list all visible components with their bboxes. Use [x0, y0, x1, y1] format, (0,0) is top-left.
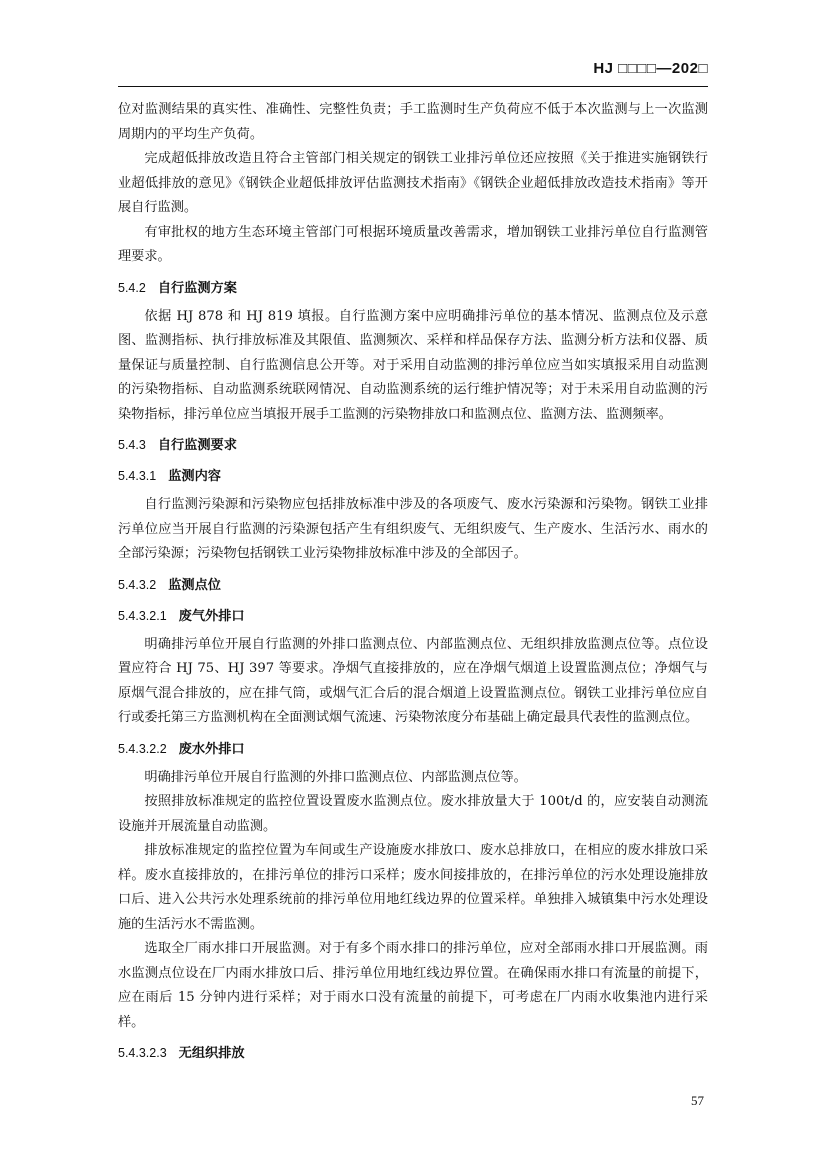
section-title: 废气外排口 — [178, 608, 245, 624]
section-title: 监测内容 — [168, 469, 221, 484]
body-paragraph: 按照排放标准规定的监控位置设置废水监测点位。废水排放量大于 100t/d 的，应安装自动测流设施并开展流量自动监测。 — [118, 794, 708, 834]
page-number: 57 — [691, 1093, 704, 1108]
standard-code-header: HJ □□□□—202□ — [593, 60, 708, 77]
section-number: 5.4.3.2.3 — [118, 1046, 167, 1060]
section-heading — [118, 737, 708, 762]
section-title: 监测点位 — [168, 577, 221, 593]
section-heading — [118, 1041, 708, 1066]
document-body — [118, 98, 708, 1070]
section-title: 自行监测要求 — [157, 438, 237, 453]
body-paragraph: 选取全厂雨水排口开展监测。对于有多个雨水排口的排污单位，应对全部雨水排口开展监测。雨水监测点位设在厂内雨水排放口后、排污单位用地红线边界位置。在确保雨水排口有流量的前提下，应在雨后 15 分钟内进行采样；对于雨水口没有流量的前提下，可考虑在厂内雨水收集池内进行采样。 — [118, 941, 708, 1030]
section-heading — [118, 604, 708, 629]
body-paragraph: 排放标准规定的监控位置为车间或生产设施废水排放口、废水总排放口，在相应的废水排放口采样。废水直接排放的，在排污单位的排污口采样；废水间接排放的，在排污单位的污水处理设施排放口后、进入公共污水处理系统前的排污单位用地红线边界的位置采样。单独排入城镇集中污水处理设施的生活污水不需监测。 — [118, 843, 708, 932]
body-paragraph: 明确排污单位开展自行监测的外排口监测点位、内部监测点位等。 — [144, 769, 527, 785]
body-paragraph: 依据 HJ 878 和 HJ 819 填报。自行监测方案中应明确排污单位的基本情况、监测点位及示意图、监测指标、执行排放标准及其限值、监测频次、采样和样品保存方法、监测分析方法和仪器、质量保证与质量控制、自行监测信息公开等。对于采用自动监测的排污单位应当如实填报采用自动监测的污染物指标、自动监测系统联网情况、自动监测系统的运行维护情况等；对于未采用自动监测的污染物指标，排污单位应当填报开展手工监测的污染物排放口和监测点位、监测方法、监测频率。 — [118, 308, 708, 422]
section-title: 无组织排放 — [178, 1046, 245, 1061]
section-number: 5.4.3.2.1 — [118, 608, 167, 623]
section-number: 5.4.3.2 — [118, 577, 157, 592]
section-number: 5.4.3 — [118, 438, 146, 452]
section-heading — [118, 276, 708, 301]
section-title: 自行监测方案 — [157, 280, 237, 296]
section-number: 5.4.3.1 — [118, 469, 157, 483]
body-paragraph: 明确排污单位开展自行监测的外排口监测点位、内部监测点位、无组织排放监测点位等。点位设置应符合 HJ 75、HJ 397 等要求。净烟气直接排放的，应在净烟气烟道上设置监测点位；净烟气与原烟气混合排放的，应在排气筒，或烟气汇合后的混合烟道上设置监测点位。钢铁工业排污单位应自行或委托第三方监测机构在全面测试烟气流速、污染物浓度分布基础上确定最具代表性的监测点位。 — [118, 636, 708, 725]
body-paragraph: 位对监测结果的真实性、准确性、完整性负责；手工监测时生产负荷应不低于本次监测与上一次监测周期内的平均生产负荷。 — [118, 102, 708, 142]
header-rule — [118, 86, 708, 87]
body-paragraph: 自行监测污染源和污染物应包括排放标准中涉及的各项废气、废水污染源和污染物。钢铁工业排污单位应当开展自行监测的污染源包括产生有组织废气、无组织废气、生产废水、生活污水、雨水的全部污染源；污染物包括钢铁工业污染物排放标准中涉及的全部因子。 — [118, 497, 708, 561]
body-paragraph: 有审批权的地方生态环境主管部门可根据环境质量改善需求，增加钢铁工业排污单位自行监测管理要求。 — [118, 224, 708, 264]
section-heading — [118, 464, 708, 489]
body-paragraph: 完成超低排放改造且符合主管部门相关规定的钢铁工业排污单位还应按照《关于推进实施钢铁行业超低排放的意见》《钢铁企业超低排放评估监测技术指南》《钢铁企业超低排放改造技术指南》等开展自行监测。 — [118, 151, 708, 215]
section-heading — [118, 573, 708, 598]
section-heading — [118, 433, 708, 458]
section-number: 5.4.3.2.2 — [118, 741, 167, 756]
section-number: 5.4.2 — [118, 280, 146, 295]
section-title: 废水外排口 — [178, 741, 245, 757]
